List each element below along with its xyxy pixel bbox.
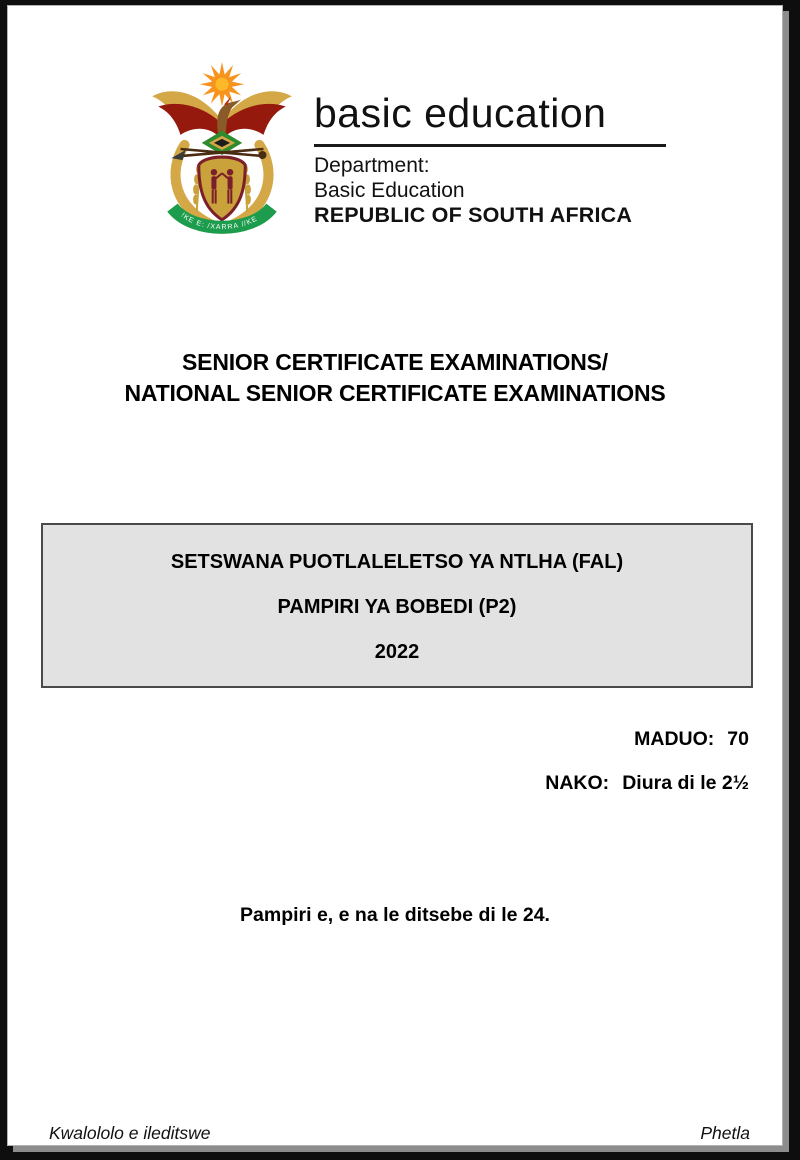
department-label: Department: (314, 154, 430, 177)
time-line (545, 772, 749, 795)
subject-box (41, 523, 753, 688)
exam-title-line1: SENIOR CERTIFICATE EXAMINATIONS/ (182, 349, 608, 375)
department-block (314, 153, 632, 228)
subject-name: SETSWANA PUOTLALELETSO YA NTLHA (FAL) (170, 551, 624, 573)
coat-of-arms-logo (146, 60, 298, 242)
wordmark-underline (314, 144, 666, 147)
exam-year: 2022 (374, 641, 420, 663)
time-label: NAKO: (545, 772, 610, 794)
footer-turnover: Phetla (700, 1123, 750, 1143)
marks-label: MADUO: (634, 728, 715, 750)
pages-note: Pampiri e, e na le ditsebe di le 24. (240, 904, 550, 926)
marks-value: 70 (727, 728, 749, 750)
document-page (7, 5, 783, 1146)
wordmark: basic education (314, 90, 607, 136)
department-name: Basic Education (314, 179, 465, 202)
page-footer (49, 1123, 750, 1144)
wing-left-icon (152, 91, 221, 135)
exam-title (8, 347, 782, 409)
exam-title-line2: NATIONAL SENIOR CERTIFICATE EXAMINATIONS (124, 380, 666, 406)
time-value: Diura di le 2½ (622, 772, 749, 794)
country-name: REPUBLIC OF SOUTH AFRICA (314, 203, 633, 227)
exam-info (545, 728, 749, 816)
footer-copyright: Kwalololo e ileditswe (49, 1123, 211, 1143)
shield-icon (199, 157, 246, 220)
motto-text: !KE E: /XARRA //KE (179, 211, 259, 232)
marks-line (545, 728, 749, 751)
wing-right-icon (223, 91, 292, 135)
paper-name: PAMPIRI YA BOBEDI (P2) (277, 596, 517, 618)
